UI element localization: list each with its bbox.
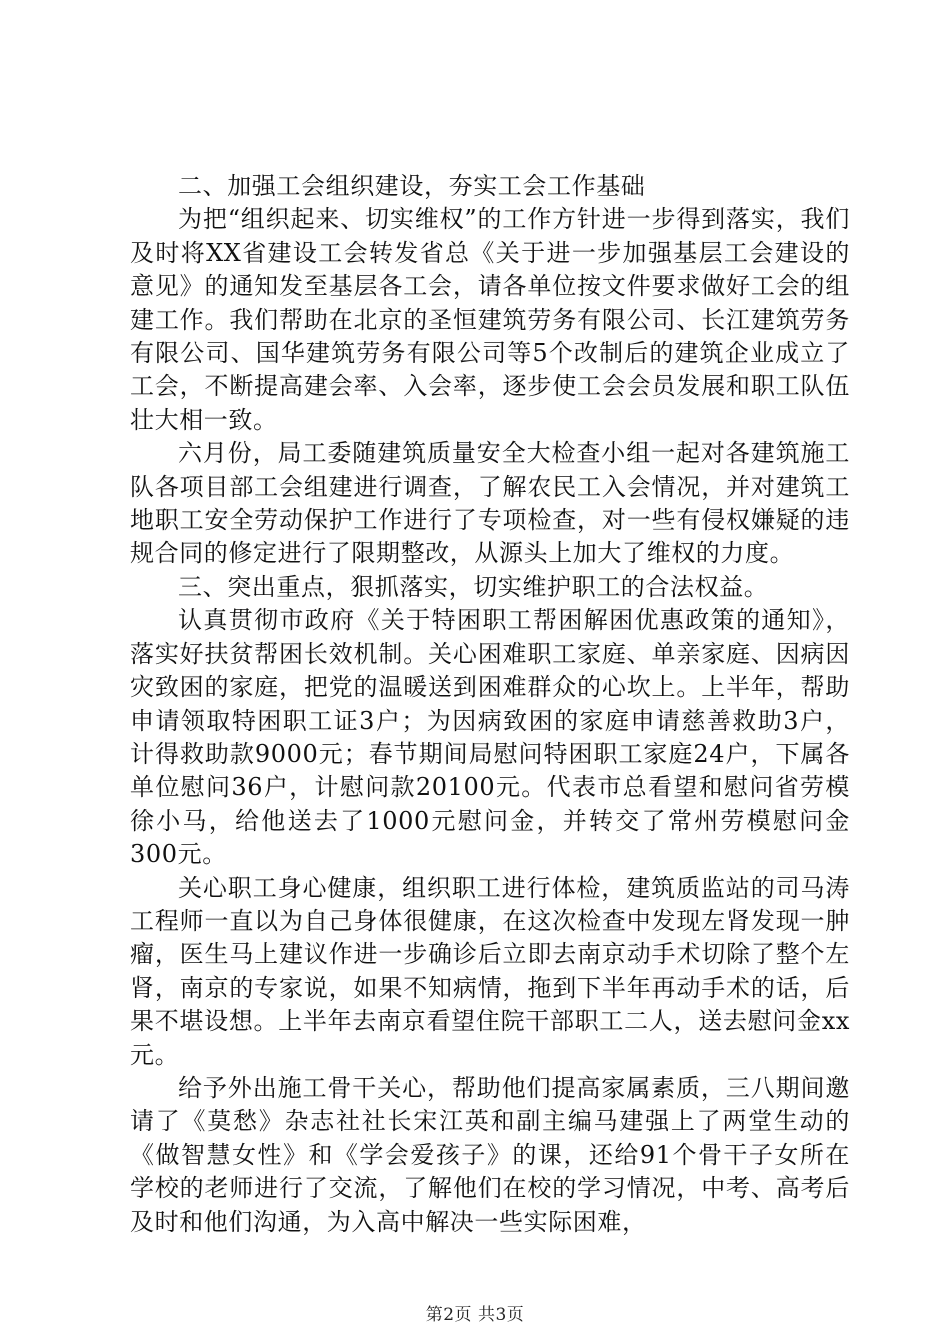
- body-paragraph: 关心职工身心健康，组织职工进行体检，建筑质监站的司马涛工程师一直以为自己身体很健康，在这次检查中发现左肾发现一肿瘤，医生马上建议作进一步确诊后立即去南京动手术切除了整个左肾，南京的专家说，如果不知病情，拖到下半年再动手术的话，后果不堪设想。上半年去南京看望住院干部职工二人，送去慰问金xx元。: [130, 873, 850, 1069]
- document-body: [130, 170, 850, 1239]
- body-paragraph: 认真贯彻市政府《关于特困职工帮困解困优惠政策的通知》，落实好扶贫帮困长效机制。关心困难职工家庭、单亲家庭、因病因灾致困的家庭，把党的温暖送到困难群众的心坎上。上半年，帮助申请领取特困职工证3户；为因病致困的家庭申请慈善救助3户，计得救助款9000元；春节期间局慰问特困职工家庭24户，下属各单位慰问36户，计慰问款20100元。代表市总看望和慰问省劳模徐小马，给他送去了1000元慰问金，并转交了常州劳模慰问金300元。: [130, 606, 850, 869]
- body-paragraph: 给予外出施工骨干关心，帮助他们提高家属素质，三八期间邀请了《莫愁》杂志社社长宋江英和副主编马建强上了两堂生动的《做智慧女性》和《学会爱孩子》的课，还给91个骨干子女所在学校的老师进行了交流，了解他们在校的学习情况，中考、高考后及时和他们沟通，为入高中解决一些实际困难，: [130, 1073, 850, 1236]
- body-paragraph: 为把“组织起来、切实维权”的工作方针进一步得到落实，我们及时将XX省建设工会转发省总《关于进一步加强基层工会建设的意见》的通知发至基层各工会，请各单位按文件要求做好工会的组建工作。我们帮助在北京的圣恒建筑劳务有限公司、长江建筑劳务有限公司、国华建筑劳务有限公司等5个改制后的建筑企业成立了工会，不断提高建会率、入会率，逐步使工会会员发展和职工队伍壮大相一致。: [130, 205, 850, 434]
- section-heading-3: 三、突出重点，狠抓落实，切实维护职工的合法权益。: [178, 572, 769, 601]
- section-heading-2: 二、加强工会组织建设，夯实工会工作基础: [178, 172, 646, 200]
- body-paragraph: 六月份，局工委随建筑质量安全大检查小组一起对各建筑施工队各项目部工会组建进行调查，了解农民工入会情况，并对建筑工地职工安全劳动保护工作进行了专项检查，对一些有侵权嫌疑的违规合同的修定进行了限期整改，从源头上加大了维权的力度。: [130, 439, 850, 568]
- page-number-footer: 第2页 共3页: [425, 1305, 525, 1325]
